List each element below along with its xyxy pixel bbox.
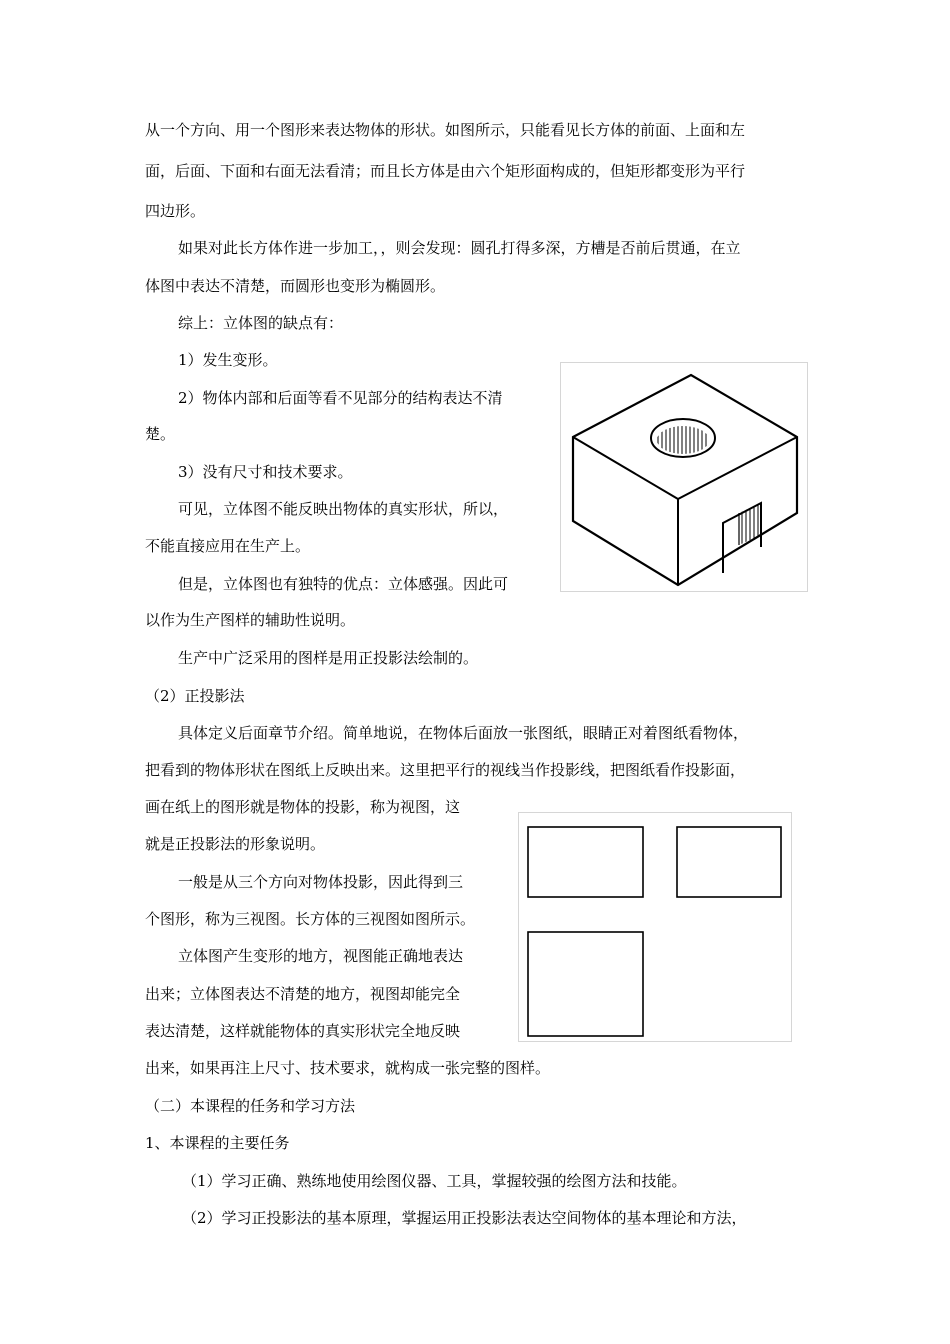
isometric-block-figure [560,362,808,592]
text-line: 面，后面、下面和右面无法看清；而且长方体是由六个矩形面构成的，但矩形都变形为平行 [145,162,746,180]
text-line: 以作为生产图样的辅助性说明。 [145,611,356,629]
section-heading: 1、本课程的主要任务 [145,1134,290,1152]
text-line: 把看到的物体形状在图纸上反映出来。这里把平行的视线当作投影线，把图纸看作投影面， [145,761,746,779]
text-line: 具体定义后面章节介绍。简单地说，在物体后面放一张图纸，眼睛正对着图纸看物体， [178,724,749,742]
text-line: 画在纸上的图形就是物体的投影，称为视图，这 [145,798,461,816]
text-line: 体图中表达不清楚，而圆形也变形为椭圆形。 [145,277,446,295]
text-line: 就是正投影法的形象说明。 [145,835,326,853]
three-view-figure [518,812,792,1042]
text-line: （1）学习正确、熟练地使用绘图仪器、工具，掌握较强的绘图方法和技能。 [182,1172,687,1190]
text-line: 生产中广泛采用的图样是用正投影法绘制的。 [178,649,479,667]
text-line: 如果对此长方体作进一步加工，，则会发现：圆孔打得多深，方槽是否前后贯通，在立 [178,239,741,257]
side-view [677,827,781,897]
text-line: 楚。 [145,425,176,443]
section-heading: （2）正投影法 [145,687,245,705]
text-line: 综上：立体图的缺点有： [178,314,344,332]
text-line: 立体图产生变形的地方，视图能正确地表达 [178,947,464,965]
text-line: 个图形，称为三视图。长方体的三视图如图所示。 [145,910,476,928]
block-outline [573,375,797,585]
text-line: 出来；立体图表达不清楚的地方，视图却能完全 [145,985,461,1003]
text-line: 3）没有尺寸和技术要求。 [178,463,353,481]
text-line: （2）学习正投影法的基本原理，掌握运用正投影法表达空间物体的基本理论和方法， [182,1209,747,1227]
text-line: 但是，立体图也有独特的优点：立体感强。因此可 [178,575,509,593]
text-line: 四边形。 [145,202,206,220]
section-heading: （二）本课程的任务和学习方法 [145,1097,356,1115]
top-view [528,932,643,1036]
text-line: 2）物体内部和后面等看不见部分的结构表达不清 [178,389,503,407]
text-line: 不能直接应用在生产上。 [145,537,311,555]
text-line: 可见，立体图不能反映出物体的真实形状，所以， [178,500,509,518]
text-line: 1）发生变形。 [178,351,278,369]
text-line: 出来，如果再注上尺寸、技术要求，就构成一张完整的图样。 [145,1059,551,1077]
front-view [528,827,643,897]
text-line: 一般是从三个方向对物体投影，因此得到三 [178,873,464,891]
text-line: 表达清楚，这样就能物体的真实形状完全地反映 [145,1022,461,1040]
text-line: 从一个方向、用一个图形来表达物体的形状。如图所示，只能看见长方体的前面、上面和左 [145,121,746,139]
